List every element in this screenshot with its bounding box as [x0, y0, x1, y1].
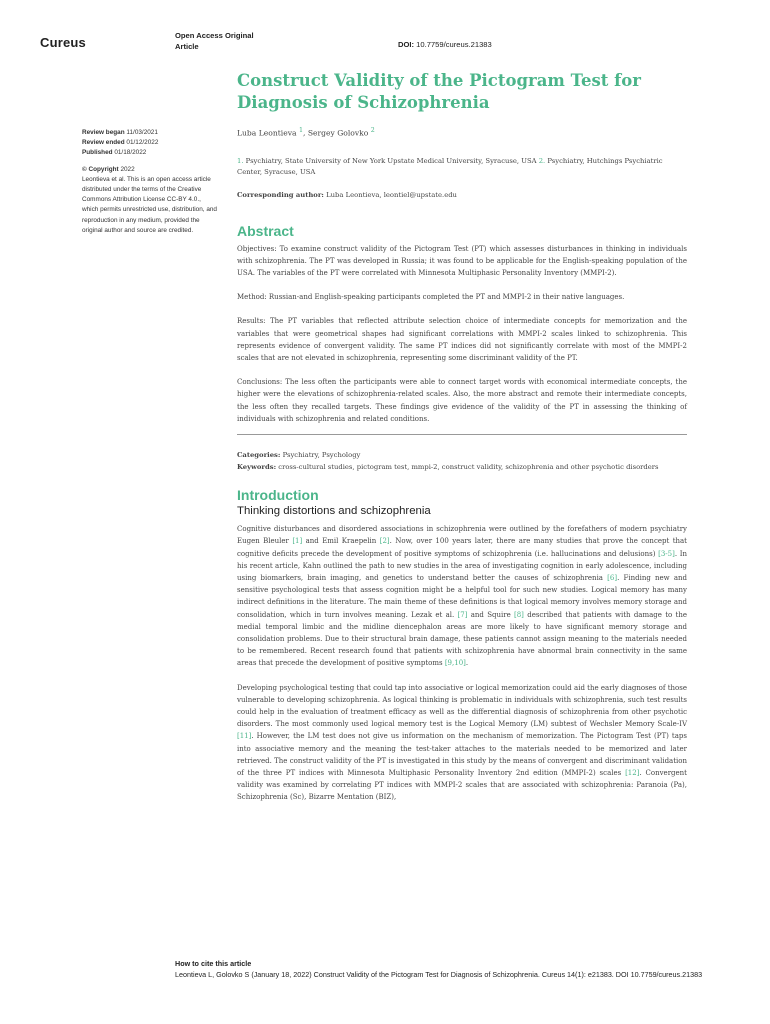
article-title: Construct Validity of the Pictogram Test for Diagnosis of Schizophrenia [237, 71, 641, 112]
categories-value: Psychiatry, Psychology [282, 450, 361, 459]
abstract-conclusions: Conclusions: The less often the participants were able to connect target words with economical intermediate concepts, the higher were the elevations of schizophrenia-related scales. Also, the more abstract and remote their intermediate concepts, the less often they recalled targets. These findings give evidence of the validity of the PT in assessing the thinking of individuals with schizophrenia and related conditions. [237, 378, 687, 423]
text-run: . Now, over 100 years later, there are many studies that prove the concept that cognitive deficits precede the development of positive symptoms of schizophrenia (i.e. hallucinations and delusions) [237, 537, 687, 558]
author-2[interactable]: Sergey Golovko [307, 128, 369, 138]
categories [237, 450, 687, 462]
text-run: and Emil Kraepelin [302, 537, 380, 546]
article-type [175, 30, 295, 52]
sidebar [82, 128, 217, 236]
text-run: . [465, 659, 469, 668]
citation-link[interactable]: [2] [379, 537, 390, 546]
cite-heading: How to cite this article [175, 959, 252, 968]
citation-link[interactable]: [11] [237, 732, 252, 741]
citation-footer [175, 958, 735, 980]
text-run: . In his recent article, Kahn outlined the path to new studies in the area of investigating cognition in early adolescence, including using biomarkers, brain imaging, and genetics to understand better the causes of schizophrenia [237, 549, 688, 582]
copyright [82, 165, 217, 175]
author-1-affil: 1 [298, 127, 303, 134]
review-ended [82, 138, 217, 148]
citation-link[interactable]: [9,10] [444, 659, 466, 668]
published-date: 01/18/2022 [114, 149, 147, 157]
keywords-value: cross-cultural studies, pictogram test, mmpi-2, construct validity, schizophrenia and other psychotic disorders [278, 462, 659, 471]
text-run: and Squire [467, 610, 514, 619]
published [82, 148, 217, 158]
affil-2-num: 2. [538, 156, 546, 165]
affil-2: Psychiatry, Hutchings Psychiatric Center, Syracuse, USA [237, 156, 663, 176]
introduction-heading: Introduction [237, 487, 319, 504]
article-type-line2: Article [175, 42, 199, 51]
citation-link[interactable]: [12] [625, 769, 640, 778]
text-run: . Finding new and sensitive psychological tests that assess cognition might be a helpful tool for such new studies. Logical memory has many indirect definitions in the literature. The main theme of these definitions is that logical memory involves memory storage and consolidation, which in turn involves meaning. Lezak et al. [237, 573, 687, 619]
intro-paragraph-2 [237, 682, 687, 804]
abstract-heading: Abstract [237, 222, 294, 239]
introduction-subheading: Thinking distortions and schizophrenia [237, 505, 431, 518]
keywords [237, 462, 687, 474]
categories-label: Categories: [237, 450, 281, 459]
review-began-label: Review began [82, 129, 125, 136]
copyright-year: 2022 [120, 165, 135, 173]
keywords-label: Keywords: [237, 462, 277, 471]
abstract-method: Method: Russian-and English-speaking participants completed the PT and MMPI-2 in their native languages. [237, 293, 625, 302]
author-2-affil: 2 [370, 127, 375, 134]
license-text: Leontieva et al. This is an open access article distributed under the terms of the Creative Commons Attribution License CC-BY 4.0., which permits unrestricted use, distribution, and reproduction in any medium, provided the original author and source are credited. [82, 175, 217, 234]
citation-link[interactable]: [3-5] [658, 549, 675, 558]
divider [237, 434, 687, 435]
review-ended-label: Review ended [82, 139, 125, 147]
doi-label: DOI: [398, 40, 415, 49]
text-run: . However, the LM test does not give us information on the mechanism of memorization. The Pictogram Test (PT) taps into associative memory and the meaning the test-taker attaches to the materials needed to be memorized and later retrieved. The construct validity of the PT is investigated in this study by the means of convergent and discriminant validation of the three PT indices with Minnesota Multiphasic Personality Inventory 2nd edition (MMPI-2) scales [237, 732, 687, 778]
published-label: Published [82, 149, 113, 157]
citation-link[interactable]: [6] [607, 573, 618, 582]
affiliations [237, 156, 687, 178]
text-run: Cognitive disturbances and disordered associations in schizophrenia were outlined by the forefathers of modern psychiatry Eugen Bleuler [237, 525, 687, 546]
affil-1: Psychiatry, State University of New York Upstate Medical University, Syracuse, USA [245, 156, 537, 165]
article-main [237, 70, 687, 804]
article-meta [237, 450, 687, 473]
copyright-label: © Copyright [82, 165, 119, 173]
abstract-results: Results: The PT variables that reflected attribute selection choice of intermediate concepts for memorization and the variables that were geometrical shapes had significant correlations with MMPI-2 scales linked to schizophrenia. This represents evidence of convergent validity. The same PT indices did not significantly correlate with most of the MMPI-2 scales that are not elevated in schizophrenia, representing some discriminant validity of the PT. [237, 317, 687, 362]
text-run: . Convergent validity was examined by correlating PT indices with MMPI-2 scales that are associated with schizophrenia: Paranoia (Pa), Schizophrenia (Sc), Bizarre Mentation (BIZ), [237, 769, 687, 802]
cite-text: Leontieva L, Golovko S (January 18, 2022) Construct Validity of the Pictogram Test for Diagnosis of Schizophrenia. Cureus 14(1): e21383. DOI 10.7759/cureus.21383 [175, 970, 703, 979]
corresponding-author [237, 191, 687, 199]
review-ended-date: 01/12/2022 [126, 139, 159, 147]
affil-1-num: 1. [237, 156, 244, 165]
review-began [82, 128, 217, 138]
corr-value[interactable]: Luba Leontieva, leontiel@upstate.edu [326, 190, 457, 199]
text-run: described that patients with damage to the medial temporal limbic and the midline diencephalon areas are more likely to have significant memory storage and consolidation problems. Due to their structural brain damage, these patients cannot assign meaning to the materials needed to be remembered. Recent research found that patients with schizophrenia have abnormal brain connectivity in the same areas that precede the development of positive symptoms [237, 610, 687, 668]
abstract-objectives: Objectives: To examine construct validity of the Pictogram Test (PT) which assesses disturbances in thinking in individuals with schizophrenia. The PT was developed in Russia; it was found to be applicable for the English-speaking population of the USA. The variables of the PT were correlated with Minnesota Multiphasic Personality Inventory (MMPI-2). [237, 244, 687, 277]
article-type-line1: Open Access Original [175, 31, 254, 40]
corr-label: Corresponding author: [237, 190, 324, 199]
author-1[interactable]: Luba Leontieva [237, 128, 297, 138]
intro-paragraph-1 [237, 523, 687, 669]
doi [398, 40, 492, 49]
journal-logo: Cureus [40, 35, 86, 50]
text-run: Developing psychological testing that could tap into associative or logical memorization could aid the early diagnoses of those vulnerable to developing schizophrenia. As logical thinking is problematic in individuals with schizophrenia, such test results could help in the evaluation of treatment efficacy as well as the differential diagnosis of schizophrenia from other psychotic disorders. The most commonly used logical memory test is the Logical Memory (LM) subtest of Wechsler Memory Scale-IV [237, 683, 687, 729]
authors [237, 127, 687, 138]
citation-link[interactable]: [8] [514, 610, 524, 619]
citation-link[interactable]: [7] [457, 610, 468, 619]
citation-link[interactable]: [1] [292, 537, 303, 546]
doi-value[interactable]: 10.7759/cureus.21383 [416, 40, 492, 49]
author-separator: , [302, 128, 308, 138]
review-began-date: 11/03/2021 [126, 129, 158, 136]
